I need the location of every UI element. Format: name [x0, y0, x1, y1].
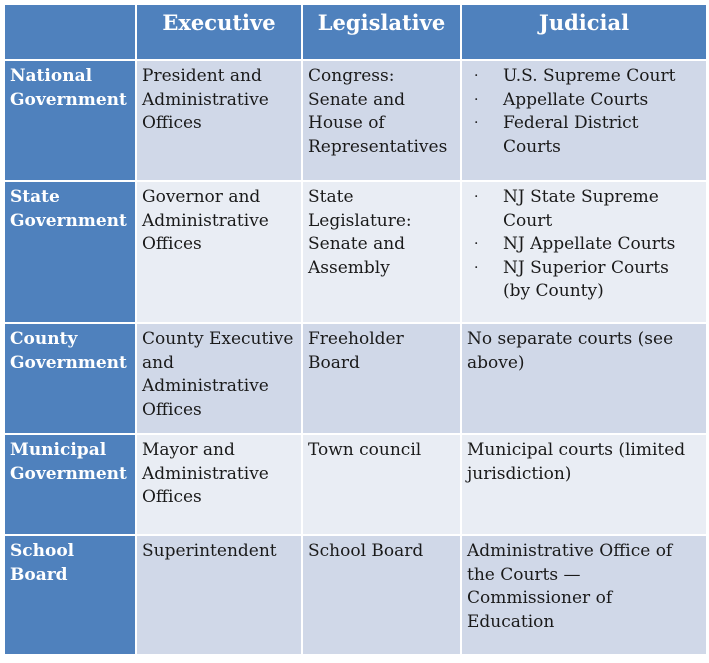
bullet-icon: · [474, 115, 479, 131]
court-name: Appellate Courts [503, 89, 649, 110]
bullet-icon: · [474, 189, 479, 205]
cell-legislative-municipal: Town council [302, 434, 461, 535]
row-label-school-board: School Board [4, 535, 136, 655]
row-label-national: National Government [4, 60, 136, 181]
bullet-icon: · [474, 91, 479, 108]
header-judicial: Judicial [461, 4, 707, 60]
cell-legislative-county: Freeholder Board [302, 323, 461, 434]
court-name: Federal District Courts [503, 113, 639, 157]
cell-judicial-state [461, 181, 707, 323]
table-row-state [4, 181, 707, 323]
bullet-icon: · [474, 236, 479, 252]
cell-judicial-county: No separate courts (see above) [461, 323, 707, 434]
list-item [467, 186, 701, 233]
court-name: NJ Superior Courts (by County) [503, 257, 669, 301]
court-list [467, 65, 701, 159]
table-row-national [4, 60, 707, 181]
list-item [467, 65, 701, 89]
header-corner [4, 4, 136, 60]
list-item [467, 89, 701, 113]
header-row [4, 4, 707, 60]
cell-executive-state: Governor and Administrative Offices [136, 181, 302, 323]
court-name: NJ State Supreme Court [503, 187, 659, 231]
table-row-school-board [4, 535, 707, 655]
cell-legislative-school-board: School Board [302, 535, 461, 655]
list-item [467, 257, 701, 304]
row-label-county: County Government [4, 323, 136, 434]
court-name: U.S. Supreme Court [503, 66, 676, 86]
list-item [467, 233, 701, 257]
cell-executive-county: County Executive and Administrative Offices [136, 323, 302, 434]
court-name: NJ Appellate Courts [503, 234, 676, 254]
government-branches-table [3, 3, 708, 656]
bullet-icon: · [474, 68, 479, 84]
row-label-municipal: Municipal Government [4, 434, 136, 535]
header-legislative: Legislative [302, 4, 461, 60]
row-label-state: State Government [4, 181, 136, 323]
list-item [467, 112, 701, 159]
cell-legislative-national: Congress: Senate and House of Representatives [302, 60, 461, 181]
cell-judicial-school-board: Administrative Office of the Courts — Commissioner of Education [461, 535, 707, 655]
header-executive: Executive [136, 4, 302, 60]
cell-executive-municipal: Mayor and Administrative Offices [136, 434, 302, 535]
cell-judicial-municipal: Municipal courts (limited jurisdiction) [461, 434, 707, 535]
cell-judicial-national [461, 60, 707, 181]
table-row-county [4, 323, 707, 434]
cell-executive-national: President and Administrative Offices [136, 60, 302, 181]
court-list [467, 186, 701, 304]
bullet-icon: · [474, 259, 479, 276]
cell-executive-school-board: Superintendent [136, 535, 302, 655]
cell-legislative-state: State Legislature: Senate and Assembly [302, 181, 461, 323]
table-row-municipal [4, 434, 707, 535]
